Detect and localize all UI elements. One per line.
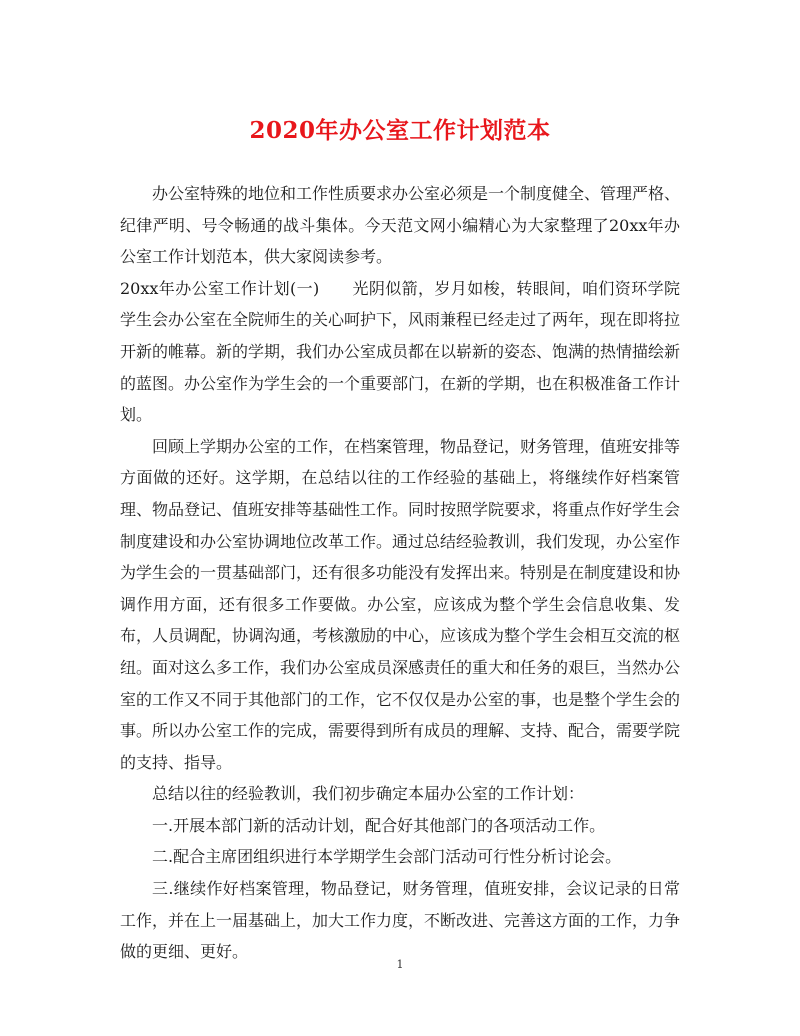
list-item-three: 三.继续作好档案管理，物品登记，财务管理，值班安排，会议记录的日常工作，并在上一届基础上，加大工作力度，不断改进、完善这方面的工作，力争做的更细、更好。 bbox=[120, 879, 681, 962]
document-body bbox=[120, 178, 680, 968]
intro-paragraph: 办公室特殊的地位和工作性质要求办公室必须是一个制度健全、管理严格、纪律严明、号令畅通的战斗集体。今天范文网小编精心为大家整理了20xx年办公室工作计划范本，供大家阅读参考。 bbox=[120, 184, 681, 267]
page-number: 1 bbox=[396, 958, 404, 971]
document-title: 2020年办公室工作计划范本 bbox=[249, 117, 551, 144]
review-paragraph: 回顾上学期办公室的工作，在档案管理，物品登记，财务管理，值班安排等方面做的还好。这学期，在总结以往的工作经验的基础上，将继续作好档案管理、物品登记、值班安排等基础性工作。同时按照学院要求，将重点作好学生会制度建设和办公室协调地位改革工作。通过总结经验教训，我们发现，办公室作为学生会的一贯基础部门，还有很多功能没有发挥出来。特别是在制度建设和协调作用方面，还有很多工作要做。办公室，应该成为整个学生会信息收集、发布，人员调配，协调沟通，考核激励的中心，应该成为整个学生会相互交流的枢纽。面对这么多工作，我们办公室成员深感责任的重大和任务的艰巨，当然办公室的工作又不同于其他部门的工作，它不仅仅是办公室的事，也是整个学生会的事。所以办公室工作的完成，需要得到所有成员的理解、支持、配合，需要学院的支持、指导。 bbox=[120, 436, 681, 772]
list-item-one: 一.开展本部门新的活动计划，配合好其他部门的各项活动工作。 bbox=[152, 815, 606, 835]
list-item-two: 二.配合主席团组织进行本学期学生会部门活动可行性分析讨论会。 bbox=[152, 847, 622, 867]
plan-one-paragraph: 20xx年办公室工作计划(一) 光阴似箭，岁月如梭，转眼间，咱们资环学院学生会办公室在全院师生的关心呵护下，风雨兼程已经走过了两年，现在即将拉开新的帷幕。新的学期，我们办公室成员都在以崭新的姿态、饱满的热情描绘新的蓝图。办公室作为学生会的一个重要部门，在新的学期，也在积极准备工作计划。 bbox=[120, 278, 681, 425]
summary-paragraph: 总结以往的经验教训，我们初步确定本届办公室的工作计划： bbox=[152, 784, 585, 804]
